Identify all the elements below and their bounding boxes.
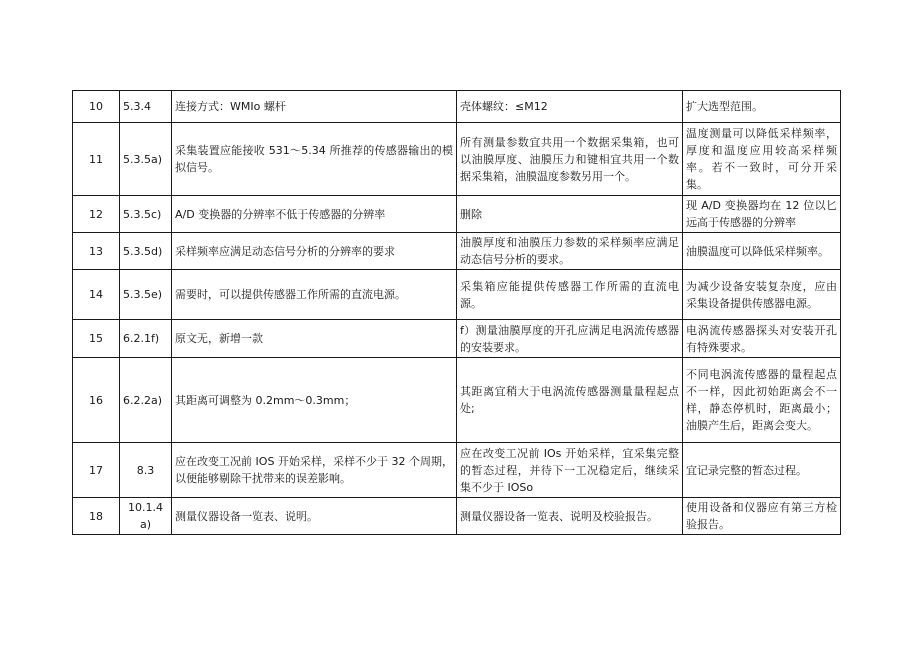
revised-text: 采集箱应能提供传感器工作所需的直流电源。	[457, 270, 683, 320]
row-number: 16	[73, 358, 120, 443]
row-number: 17	[73, 443, 120, 498]
table-row	[73, 196, 841, 233]
original-text: 采集装置应能接收 531～5.34 所推荐的传感器输出的模拟信号。	[172, 123, 457, 196]
revised-text: 所有测量参数宜共用一个数据采集箱，也可以油膜厚度、油膜压力和键相宜共用一个数据采集箱，油膜温度参数另用一个。	[457, 123, 683, 196]
row-number: 10	[73, 91, 120, 123]
table-row	[73, 233, 841, 270]
original-text: 其距离可调整为 0.2mm～0.3mm；	[172, 358, 457, 443]
table-row	[73, 358, 841, 443]
row-number: 13	[73, 233, 120, 270]
clause-comparison-table	[72, 90, 841, 535]
reason-text: 为减少设备安装复杂度，应由采集设备提供传感器电源。	[683, 270, 841, 320]
clause-number: 6.2.1f)	[120, 320, 172, 358]
row-number: 12	[73, 196, 120, 233]
clause-number: 10.1.4a)	[120, 498, 172, 535]
reason-text: 电涡流传感器探头对安装开孔有特殊要求。	[683, 320, 841, 358]
table-row	[73, 320, 841, 358]
revised-text: 其距离宜稍大于电涡流传感器测量量程起点处;	[457, 358, 683, 443]
original-text: 采样频率应满足动态信号分析的分辨率的要求	[172, 233, 457, 270]
clause-number: 6.2.2a)	[120, 358, 172, 443]
reason-text: 温度测量可以降低采样频率，厚度和温度应用较高采样频率。若不一致时，可分开采集。	[683, 123, 841, 196]
revised-text: 测量仪器设备一览表、说明及校验报告。	[457, 498, 683, 535]
table-row	[73, 498, 841, 535]
reason-text: 油膜温度可以降低采样频率。	[683, 233, 841, 270]
original-text: A/D 变换器的分辨率不低于传感器的分辨率	[172, 196, 457, 233]
revised-text: 油膜厚度和油膜压力参数的采样频率应满足动态信号分析的要求。	[457, 233, 683, 270]
original-text: 应在改变工况前 IOS 开始采样，采样不少于 32 个周期，以便能够剔除干扰带来的误差影响。	[172, 443, 457, 498]
original-text: 连接方式：WMIo 螺杆	[172, 91, 457, 123]
row-number: 11	[73, 123, 120, 196]
clause-number: 5.3.5c)	[120, 196, 172, 233]
original-text: 测量仪器设备一览表、说明。	[172, 498, 457, 535]
reason-text: 现 A/D 变换器均在 12 位以匕远高于传感器的分辨率	[683, 196, 841, 233]
table-row	[73, 123, 841, 196]
reason-text: 不同电涡流传感器的量程起点不一样，因此初始距离会不一样，静态停机时，距离最小；油膜产生后，距离会变大。	[683, 358, 841, 443]
reason-text: 扩大选型范围。	[683, 91, 841, 123]
clause-number: 5.3.5a)	[120, 123, 172, 196]
revised-text: 壳体螺纹：≤M12	[457, 91, 683, 123]
original-text: 需要时，可以提供传感器工作所需的直流电源。	[172, 270, 457, 320]
revised-text: f）测量油膜厚度的开孔应满足电涡流传感器的安装要求。	[457, 320, 683, 358]
reason-text: 宜记录完整的暂态过程。	[683, 443, 841, 498]
clause-number: 8.3	[120, 443, 172, 498]
table-row	[73, 91, 841, 123]
table-row	[73, 270, 841, 320]
row-number: 14	[73, 270, 120, 320]
row-number: 18	[73, 498, 120, 535]
clause-number: 5.3.5d)	[120, 233, 172, 270]
revised-text: 应在改变工况前 IOs 开始采样，宜采集完整的暂态过程，并待下一工况稳定后，继续采集不少于 IOSo	[457, 443, 683, 498]
row-number: 15	[73, 320, 120, 358]
original-text: 原文无，新增一款	[172, 320, 457, 358]
clause-number: 5.3.5e)	[120, 270, 172, 320]
reason-text: 使用设备和仪器应有第三方检验报告。	[683, 498, 841, 535]
revised-text: 删除	[457, 196, 683, 233]
table-row	[73, 443, 841, 498]
clause-number: 5.3.4	[120, 91, 172, 123]
